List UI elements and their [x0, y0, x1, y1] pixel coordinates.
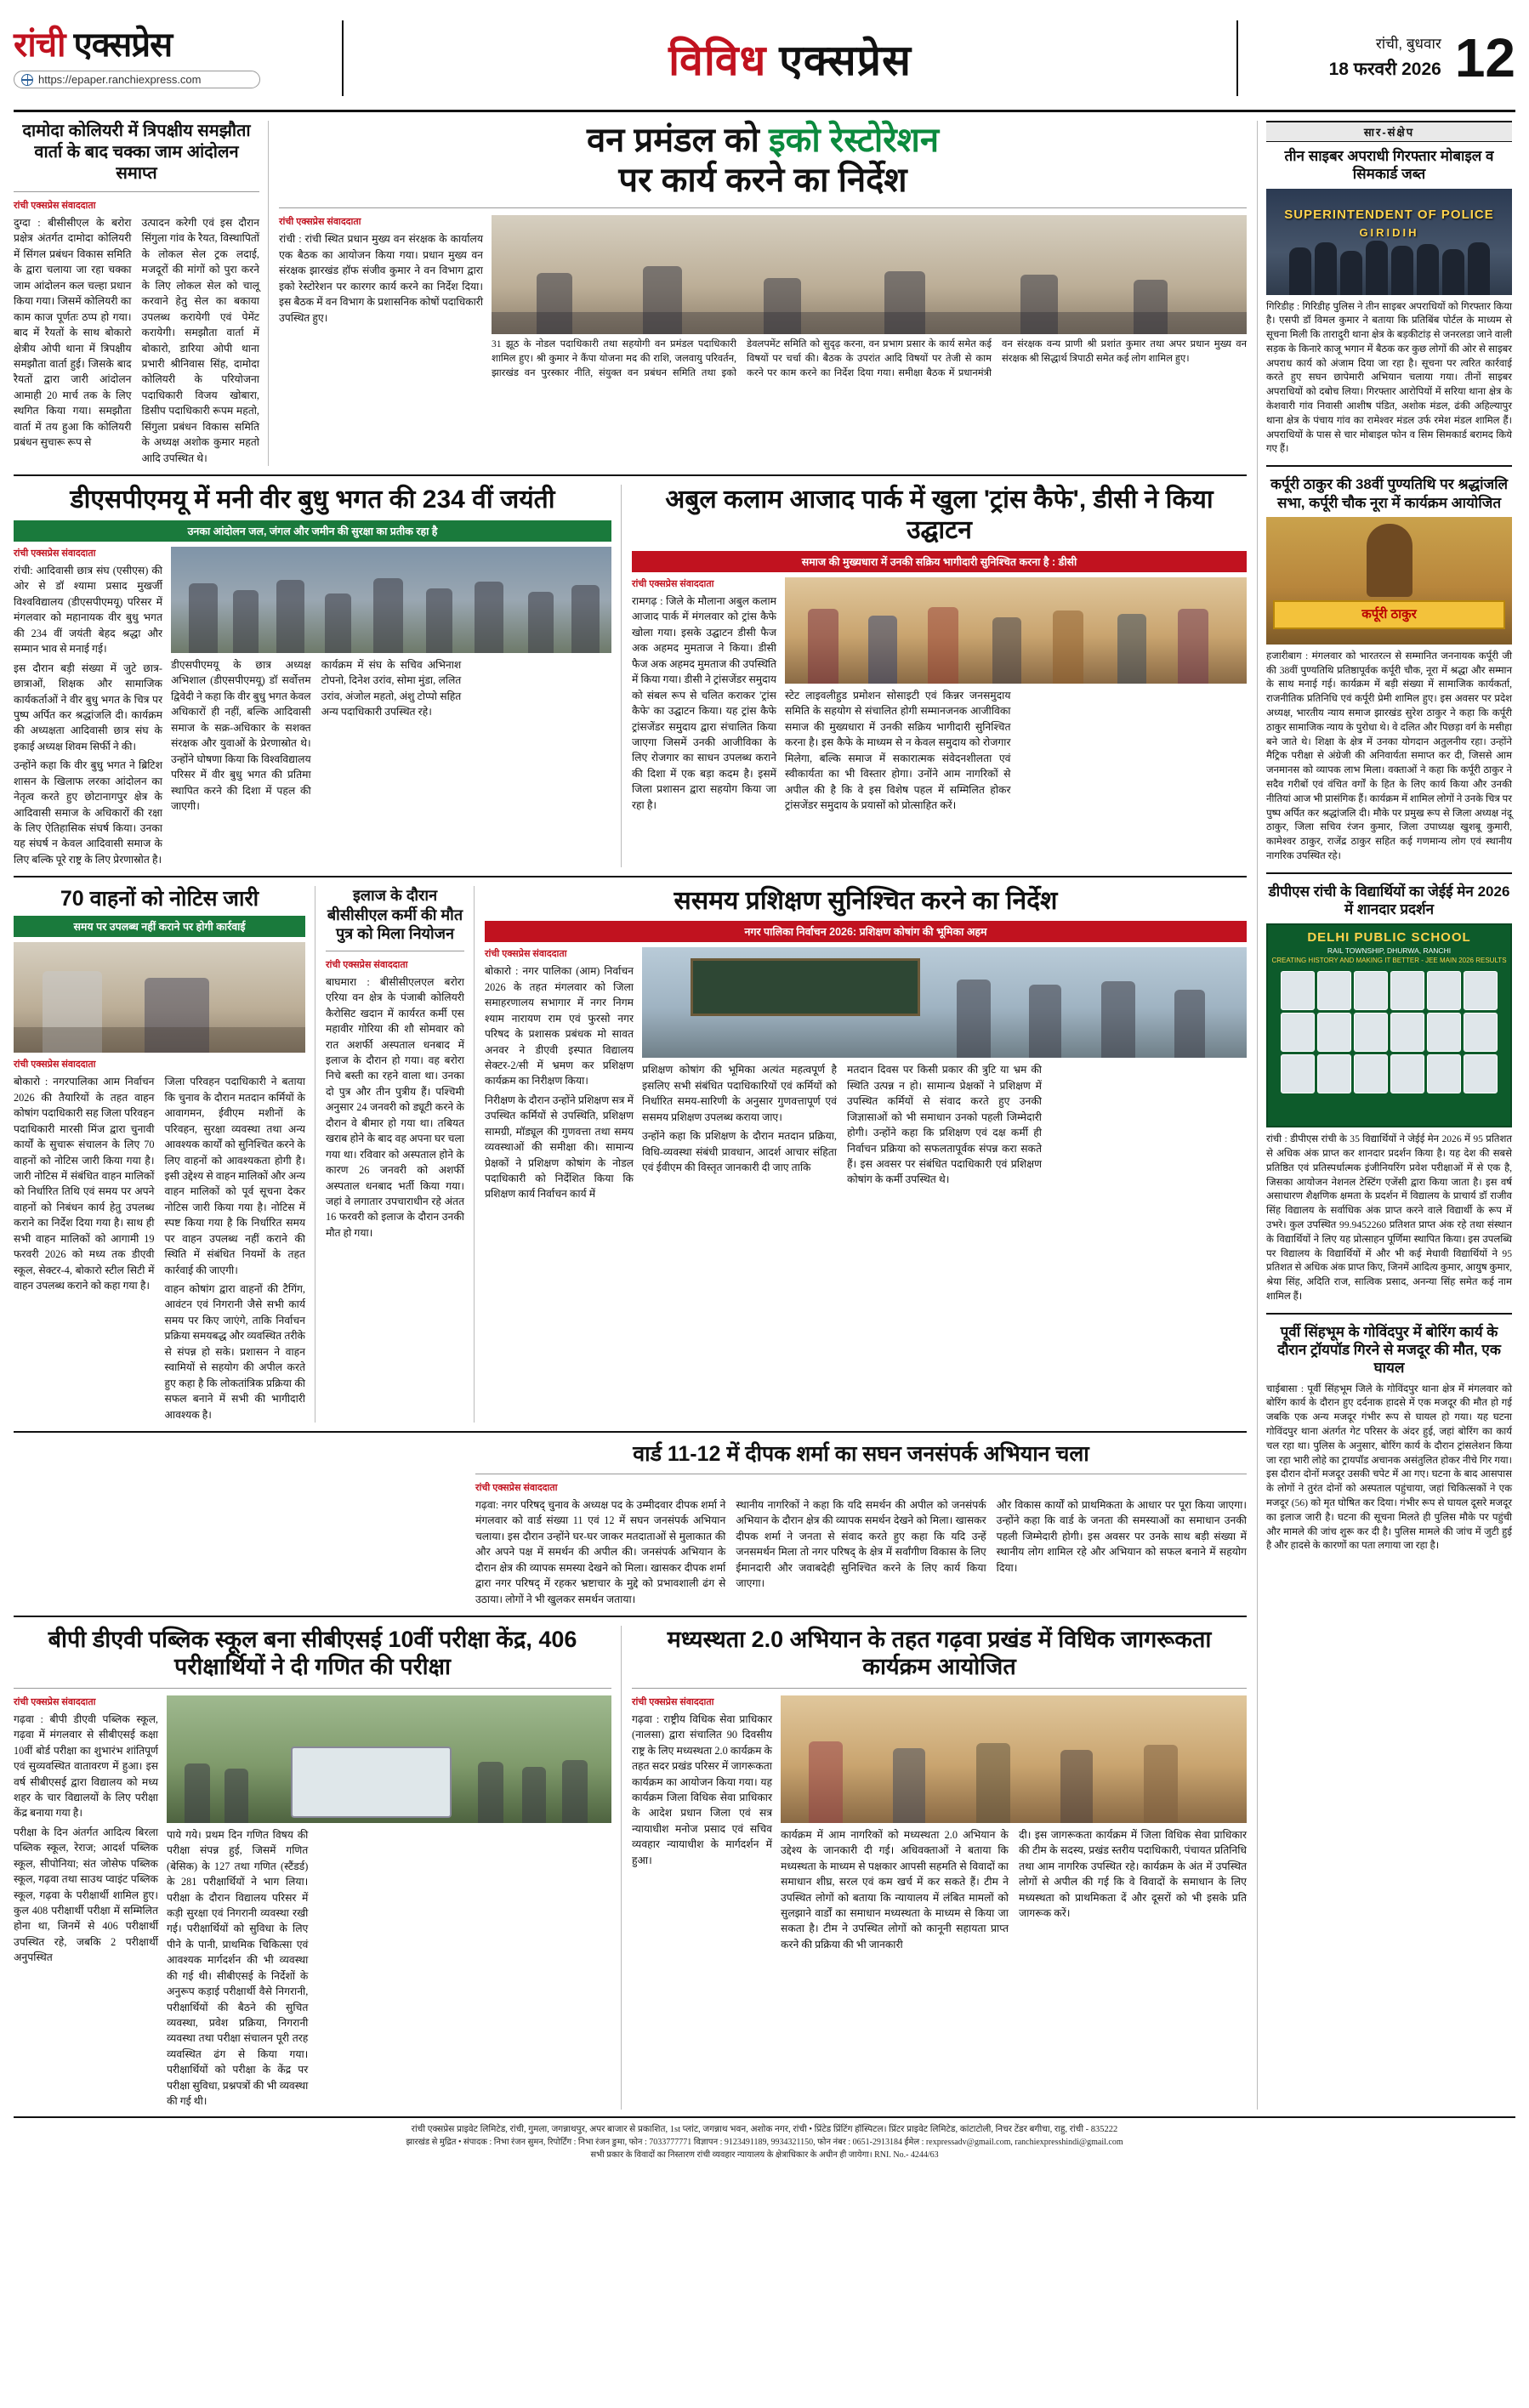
story-notice70 — [14, 886, 315, 1423]
bpdav-photo — [167, 1695, 611, 1823]
accident-body: चाईबासा : पूर्वी सिंहभूम जिले के गोविंदपुर थाना क्षेत्र में मंगलवार को बोरिंग कार्य के दौरान हुए दर्दनाक हादसे में एक मजदूर की मौत हो गई जबकि एक अन्य मजदूर गंभीर रूप से घायल हो गया। यह घटना गोविंदपुर थाना अंतर्गत गेट परिसर के अंदर हुई, जहां बोरिंग का कार्य चल रहा था। पुलिस के अनुसार, बोरिंग कार्य के दौरान ट्रांसलेशन किया जा रहा भारी लोहे का ट्रायपॉड अचानक असंतुलित होकर नीचे गिर गया। इस दौरान दोनों मजदूर उसकी चपेट में आ गए। घटना के बाद आसपास के लोगों ने तुरंत दोनों को अस्पताल पहुंचाया, जहां चिकित्सकों ने एक मजदूर (56) को मृत घोषित कर दिया। गंभीर रूप से घायल दूसरे मजदूर का इलाज जारी है। घटना की सूचना मिलते ही पुलिस मौके पर पहुंची और मामले की जांच शुरू कर दी है। पुलिस मामले की जांच में जुटी हुई है और हादसे के कारणों का पता लगाया जा रहा है। — [1266, 1383, 1512, 1552]
training-body-3: प्रशिक्षण कोषांग की भूमिका अत्यंत महत्वपूर्ण है इसलिए सभी संबंधित पदाधिकारियों एवं कर्मियों को निर्धारित समय-सारिणी के अनुसार गुणवत्तापूर्ण एवं ससमय प्रशिक्षण उपलब्ध कराया जाए। — [642, 1064, 837, 1123]
page-grid — [14, 121, 1515, 2110]
masthead-right — [1260, 12, 1515, 105]
dspmu-body-2: इस दौरान बड़ी संख्या में जुटे छात्र-छात्राओं, शिक्षक और सामाजिक कार्यकर्ताओं ने वीर बुधु भगत के चित्र पर पुष्प अर्पित कर श्रद्धांजलि दी। कार्यक्रम की अध्यक्षता आदिवासी छात्र संघ के इकाई अध्यक्ष शिवम सिर्फी ने की। — [14, 662, 162, 752]
dspmu-photo — [171, 547, 611, 653]
dps-banner-line: CREATING HISTORY AND MAKING IT BETTER - JEE MAIN 2026 RESULTS — [1271, 957, 1507, 965]
bccl-byline: रांची एक्सप्रेस संवाददाता — [326, 959, 408, 970]
page-number: 12 — [1454, 26, 1515, 88]
masthead — [14, 12, 1515, 112]
ward-body-3: और विकास कार्यों को प्राथमिकता के आधार पर पूरा किया जाएगा। उन्होंने कहा कि वार्ड के जनता की समस्याओं का समाधान उनकी पहली जिम्मेदारी होगी। इस अवसर पर उनके साथ बड़ी संख्या में स्थानीय लोग शामिल रहे और अभियान को सफल बनाने में सहयोग दिया। — [996, 1498, 1247, 1574]
karpoori-photo — [1266, 517, 1512, 645]
forest-caption: 31 झूठ के नोडल पदाधिकारी तथा सहयोगी वन प्रमंडल पदाधिकारी शामिल हुए। श्री कुमार ने कैंपा योजना मद की राशि, जलवायु परिवर्तन, झारखंड वन पुरस्कार नीति, संयुक्त वन प्रबंधन समिति तथा इको डेवलपमेंट समिति को सुदृढ़ करना, वन प्रभाग प्रसार के कार्य समेत कई विषयों पर चर्चा की। बैठक के उपरांत आदि विषयों पर तेजी से काम करने पर काम करने का निर्देश दिया गया। समीक्षा बैठक में प्रधानमंत्री वन संरक्षक वन्य प्राणी श्री प्रशांत कुमार तथा अपर प्रधान मुख्य वन संरक्षक श्री सिद्धार्थ त्रिपाठी समेत कई लोग शामिल हुए। — [492, 339, 1247, 378]
transcafe-subbar: समाज की मुख्यधारा में उनकी सक्रिय भागीदारी सुनिश्चित करना है : डीसी — [632, 551, 1247, 572]
notice70-byline: रांची एक्सप्रेस संवाददाता — [14, 1059, 96, 1071]
dspmu-body-4: डीएसपीएमयू के छात्र अध्यक्ष अभिशाल (डीएसपीएमयू) डॉ सर्वोत्तम द्विवेदी ने कहा कि वीर बुधु भगत केवल अधिकारों ही नहीं, बल्कि आदिवासी समाज के सक्र-अधिकार के सशक्त संरक्षक और युवाओं के प्रेरणास्रोत थे। उन्होंने घोषणा किया कि विश्वविद्यालय परिसर में वीर बुधु भगत की प्रतिमा स्थापित करने की दिशा में पहल की जाएगी। — [171, 659, 311, 812]
training-body-1: बोकारो : नगर पालिका (आम) निर्वाचन 2026 के तहत मंगलवार को जिला समाहरणालय सभागार में नगर निगम श्याम नारायण राम एवं फुरसो नगर परिषद के प्रशासक प्रबंधक मो सावत अनवर ने डीएवी इस्पात विद्यालय सेक्टर-2/सी में भ्रमण कर प्रशिक्षण कार्यक्रम का निरीक्षण किया। — [485, 965, 634, 1088]
damoda-byline: रांची एक्सप्रेस संवाददाता — [14, 201, 96, 211]
madhyasthata-headline: मध्यस्थता 2.0 अभियान के तहत गढ़वा प्रखंड में विधिक जागरूकता कार्यक्रम आयोजित — [667, 1627, 1212, 1680]
dps-banner-name: DELHI PUBLIC SCHOOL — [1307, 930, 1471, 946]
bpdav-body-2: परीक्षा के दिन अंतर्गत आदित्य बिरला पब्लिक स्कूल, रेराज; आदर्श पब्लिक स्कूल, सीपोनिया; संत जोसेफ पब्लिक स्कूल, गढ़वा तथा साउथ प्वाइंट पब्लिक स्कूल, गढ़वा के परीक्षार्थी शामिल हुए। कुल 408 परीक्षार्थी परीक्षा में सम्मिलित होना था, जिनमें से 406 परीक्षार्थी उपस्थित रहे, जबकि 2 परीक्षार्थी अनुपस्थित — [14, 1826, 158, 1964]
transcafe-body-2: स्टेट लाइवलीहुड प्रमोशन सोसाइटी एवं किन्नर जनसमुदाय समिति के सहयोग से संचालित होगी सम्मानजनक आजीविका समाज की मुख्यधारा में उनकी सक्रिय भागीदारी सुनिश्चित करना है। इस कैफे के माध्यम से न केवल समुदाय को रोजगार मिलेगा, बल्कि समाज में सकारात्मक संवेदनशीलता एवं स्वीकार्यता का भी विस्तार होगा। उनोंने आम नागरिकों से अपील की है कि वे इस विशेष पहल में सम्मिलित होकर ट्रांसजेंडर समुदाय के प्रयासों को प्रोत्साहित करें। — [785, 690, 1011, 812]
epaper-url-text: https://epaper.ranchiexpress.com — [38, 73, 202, 86]
forest-headline-3: पर कार्य करने का निर्देश — [618, 162, 907, 200]
top-block — [14, 121, 1247, 466]
training-body-5: मतदान दिवस पर किसी प्रकार की त्रुटि या भ्रम की स्थिति उत्पन्न न हो। सामान्य प्रेक्षकों ने प्रशिक्षण में उपस्थित कर्मियों से संवाद करते हुए उनकी जिज्ञासाओं को भी समाधान उनको पहली जिम्मेदारी होगी। उन्होंने कहा कि प्रशिक्षण एवं दक्ष कर्मी ही निर्वाचन प्रक्रिया को सफलतापूर्वक संपन्न करा सकते हैं। इस अवसर पर संबंधित पदाधिकारी एवं प्रशिक्षण कोषांग के कर्मी उपस्थित थे। — [847, 1064, 1042, 1186]
bpdav-body-3: पाये गये। प्रथम दिन गणित विषय की परीक्षा संपन्न हुई, जिसमें गणित (बेसिक) के 127 तथा गणित (स्टैंडर्ड) के 281 परीक्षार्थियों ने भाग लिया। परीक्षा के दौरान विद्यालय परिसर में कड़ी सुरक्षा एवं निगरानी व्यवस्था रखी गई। परीक्षार्थियों को सुविधा के लिए पीने के पानी, प्राथमिक चिकित्सा एवं आवश्यक मार्गदर्शन की भी व्यवस्था की गई थी। सीबीएसई के निर्देशों के अनुरूप कड़ाई परीक्षार्थी वैसे निगरानी, परीक्षार्थियों की बैठने की सुचित व्यवस्था, प्रवेश प्रक्रिया, निगरानी व्यवस्था तथा परीक्षा संचालन पूरी तरह व्यवस्थित ढंग से किया गया। परीक्षार्थियों को परीक्षा के केंद्र पर परीक्षा सुविधा, प्रश्नपत्रों की भी व्यवस्था की गई थी। — [167, 1828, 309, 2108]
dspmu-byline: रांची एक्सप्रेस संवाददाता — [14, 548, 96, 559]
story-transcafe — [632, 485, 1247, 867]
bpdav-headline: बीपी डीएवी पब्लिक स्कूल बना सीबीएसई 10वीं परीक्षा केंद्र, 406 परीक्षार्थियों ने दी गणित की परीक्षा — [48, 1627, 577, 1680]
dspmu-body-5: कार्यक्रम में संघ के सचिव अभिनाश टोपनो, दिनेश उरांव, सोमा मुंडा, ललित उरांव, अंजोल महतो, अंशु टोप्पो सहित अन्य पदाधिकारी उपस्थित रहे। — [321, 659, 462, 718]
ward-body-1: गढ़वा: नगर परिषद् चुनाव के अध्यक्ष पद के उम्मीदवार दीपक शर्मा ने मंगलवार को वार्ड संख्या 11 एवं 12 में सघन जनसंपर्क अभियान चलाया। इस दौरान उन्होंने घर-घर जाकर मतदाताओं से मुलाकात की और अपने पक्ष में समर्थन की अपील की। जनसंपर्क अभियान के दौरान क्षेत्र की व्यापक समस्या देखने को मिला। खासकर दीपक शर्मा द्वारा नगर परिषद् में रहकर भ्रष्टाचार के मुद्दे को प्रभावशाली ढंग से उठाया। लोगों ने भी खुलकर समर्थन जताया। — [475, 1498, 726, 1605]
main-content — [14, 121, 1247, 2110]
section-title-part2: एक्सप्रेस — [779, 36, 912, 84]
damoda-body-2: उत्पादन करेगी एवं इस दौरान सिंगुला गांव के रैयत, विस्थापितों के लोकल सेल ट्रक लदाई, मजदूरों की मांगों को पुरा करने के लिए लोकल सेल को चालू करवाने हेतु सेल का बकाया उपलब्ध करायेगी एवं पेमेंट करायेगी। समझौता वार्ता में बोकारो, डारिया ओपी थाना प्रभारी श्रीनिवास सिंह, दामोदा कोलियरी के परियोजना पदाधिकारी विजय खोबारा, डिसीप पदाधिकारी रूपम महतो, सिंगुला प्रबंधन विकास समिति के अध्यक्ष अशोक कुमार महतो आदि उपस्थित थे। — [141, 217, 259, 464]
police-banner-sub: GIRIDIH — [1359, 225, 1419, 239]
training-byline: रांची एक्सप्रेस संवाददाता — [485, 949, 567, 960]
ward-byline: रांची एक्सप्रेस संवाददाता — [475, 1482, 558, 1493]
training-body-4: उन्होंने कहा कि प्रशिक्षण के दौरान मतदान प्रक्रिया, विधि-व्यवस्था संबंधी प्रावधान, आदर्श आचार संहिता एवं ईवीएम की विस्तृत जानकारी दी जाए ताकि — [642, 1130, 837, 1173]
story-damoda — [14, 121, 269, 466]
story-forest — [279, 121, 1247, 466]
story-training — [485, 886, 1247, 1423]
dps-body: रांची : डीपीएस रांची के 35 विद्यार्थियों ने जेईई मेन 2026 में 95 प्रतिशत से अधिक अंक प्राप्त कर शानदार प्रदर्शन किया है। यह देश की सबसे प्रतिष्ठित एवं प्रतिस्पर्धात्मक इंजीनियरिंग प्रवेश परीक्षाओं में से एक है, जिसका आयोजन नेशनल टेस्टिंग एजेंसी द्वारा किया जाता है। इस वर्ष असाधारण शैक्षणिक क्षमता के प्रदर्शन में विद्यालय के प्राचार्य डॉ राजीव सिंह विद्यालय के सर्वाधिक अंक प्राप्त करने वाले विद्यार्थी के रूप में उभरे। कुल उपस्थित 99.9452260 प्रतिशत प्राप्त अंक रहे तथा संस्थान के विद्यार्थियों ने लिए यह प्रोत्साहन पूर्णिमा स्थापित किया। इस उपलब्धि पर विद्यालय के विद्यार्थियों में और भी कई मेधावी विद्यार्थियों ने 95 प्रतिशत से अधिक अंक प्राप्त किए, जिनमें आदित्य कुमार, आयुष कुमार, श्रेया सिंह, अदिति राज, सात्विक प्रसाद, अनन्या सिंह समेत कई नाम शामिल हैं। — [1266, 1133, 1512, 1302]
madhyasthata-byline: रांची एक्सप्रेस संवाददाता — [632, 1696, 714, 1707]
footer-line-2: झारखंड से मुद्रित • संपादक : निभा रंजन सुमन, रिपोर्टिंग : निभा रंजन ङुमा, फोन : 7033777771 विज्ञापन : 9123491189, 9934321150, फोन नंबर : 0651-2913184 ईमेल : rexpressadv@gmail.com, ranchiexpresshindi@gmail.com — [406, 2138, 1123, 2148]
forest-caption-block — [492, 338, 1247, 380]
transcafe-body-1: रामगढ़ : जिले के मौलाना अबुल कलाम आजाद पार्क में मंगलवार को ट्रांस कैफे खोला गया। इसके उद्घाटन डीसी फैज अक अहमद मुमताज ने किया। डीसी फैज अक अहमद मुमताज की उपस्थिति में किया गया। डीसी ने ट्रांसजेंडर समुदाय को संबल रूप से चलित कराकर 'ट्रांस कैफे' का उद्घाटन किया। यह ट्रांस कैफे ट्रांसजेंडर समुदाय द्वारा संचालित किया जाएगा जिसमें उनकी आजीविका के लिए रोजगार का साधन उपलब्ध कराने की दिशा में एक बड़ा कदम है। इसमें जिला प्रशासन द्वारा सहयोग किया जा रहा है। — [632, 595, 776, 811]
story-ward — [475, 1441, 1247, 1607]
dspmu-body-1: रांची: आदिवासी छात्र संघ (एसीएस) की ओर से डॉ श्यामा प्रसाद मुखर्जी विश्वविद्यालय (डीएसपीएमयू) परिसर में मंगलवार को महानायक वीर बुधु भगत की 234 वीं जयंती बेहद श्रद्धा और सम्मान भाव से मनाई गई। — [14, 565, 162, 656]
dps-student-grid — [1268, 964, 1510, 1100]
issue-date: 18 फरवरी 2026 — [1328, 60, 1441, 80]
section-title-part1: विविध — [668, 36, 767, 84]
dps-banner-sub: RAIL TOWNSHIP, DHURWA, RANCHI — [1327, 946, 1452, 956]
karpoori-title: कर्पूरी ठाकुर की 38वीं पुण्यतिथि पर श्रद्धांजलि सभा, कर्पूरी चौक नूरा में कार्यक्रम आयोजित — [1270, 476, 1509, 511]
dspmu-subbar: उनका आंदोलन जल, जंगल और जमीन की सुरक्षा का प्रतीक रहा है — [14, 520, 611, 542]
transcafe-photo — [785, 577, 1247, 684]
notice70-subbar: समय पर उपलब्ध नहीं कराने पर होगी कार्रवाई — [14, 916, 305, 937]
cyber-body: गिरिडीह : गिरिडीह पुलिस ने तीन साइबर अपराधियों को गिरफ्तार किया है। एसपी डॉ विमल कुमार ने बताया कि प्रतिबिंब पोर्टल के माध्यम से सूचना मिली कि तारादुरी थाना क्षेत्र के बड़कीटांड़ से जनरलडा जाने वाली सड़क के किनारे काजू भगान में बैठक कर कुछ लोगों की ओर से साइबर अपराध कार्य को अंजाम दिया जा रहा है। सूचना पर त्वरित कार्रवाई करते हुए सघन छापेमारी अभियान चलाया गया। तीनों साइबर अपराधियों को दबोच लिया। गिरफ्तार आरोपियों में सरिया थाना क्षेत्र के केशवारी गांव निवासी आशीष पंडित, अशोक मंडल, ढंकी अहिल्यापुर थाना क्षेत्र के पंचाय गांव का रामेश्वर मंडल उर्फ रमेश मंडल शामिल हैं। अपराधियों के पास से चार मोबाइल फोन व सिम सिमकार्ड बरामद किये गए हैं। — [1266, 300, 1512, 455]
forest-headline-1: वन प्रमंडल को — [586, 122, 759, 159]
ward-body-2: स्थानीय नागरिकों ने कहा कि यदि समर्थन की अपील को जनसंपर्क अभियान के दौरान क्षेत्र की व्यापक समर्थन देखने को मिला। खासकर दीपक शर्मा ने जनता से संवाद करते हुए कहा कि यदि उन्हें जनसमर्थन मिला तो नगर परिषद् के क्षेत्र में सर्वांगीण विकास के लिए ईमानदारी और जवाबदेही सुनिश्चित करने के लिए कार्य किया जाएगा। — [736, 1498, 986, 1590]
bottom-row — [14, 1626, 1247, 2110]
story-bpdav — [14, 1626, 622, 2110]
bccl-headline: इलाज के दौरान बीसीसीएल कर्मी की मौत पुत्र को मिला नियोजन — [327, 887, 463, 943]
training-photo — [642, 947, 1247, 1058]
karpoori-banner-text: कर्पूरी ठाकुर — [1361, 606, 1417, 622]
epaper-url-pill[interactable] — [14, 71, 260, 88]
madhyasthata-body-3: दी। इस जागरूकता कार्यक्रम में जिला विधिक सेवा प्राधिकार की टीम के सदस्य, प्रखंड स्तरीय पदाधिकारी, पंचायत प्रतिनिधि तथा आम नागरिक उपस्थित रहे। कार्यक्रम के अंत में उपस्थित लोगों से अपील की गई कि वे विवादों के समाधान के लिए मध्यस्थता को प्राथमिकता दें और दूसरों को भी इसके प्रति जागरूक करें। — [1019, 1828, 1247, 1919]
training-body-2: निरीक्षण के दौरान उन्होंने प्रशिक्षण सत्र में उपस्थित कर्मियों से उपस्थिति, प्रशिक्षण सामग्री, मॉड्यूल की गुणवत्ता तथा समय व्यवस्थाओं की समीक्षा की। सामान्य प्रेक्षकों ने प्रशिक्षण कोषांग के नोडल पदाधिकारी को निर्देशित किया कि प्रशिक्षण कार्य निर्वाचन कार्य में — [485, 1093, 634, 1201]
notice70-body-2: जिला परिवहन पदाधिकारी ने बताया कि चुनाव के दौरान मतदान कर्मियों के आवागमन, ईवीएम मशीनों के परिवहन, सुरक्षा व्यवस्था तथा अन्य आवश्यक कार्यों को सुनिश्चित करने के लिए वाहनों को आवश्यकता होगी है। इसी उद्देश्य से वाहन मालिकों और अन्य वाहन मालिकों को पूर्व सूचना देकर नोटिस जारी किया गया है। नोटिस में स्पष्ट किया गया है कि निर्धारित समय पर वाहन उपलब्ध नहीं कराने की स्थिति में संबंधित नियमों के तहत कार्रवाई की जाएगी। — [164, 1076, 305, 1276]
forest-headline-green: इको रेस्टोरेशन — [769, 122, 940, 159]
story-madhyasthata — [632, 1626, 1247, 2110]
ward-headline: वार्ड 11-12 में दीपक शर्मा का सघन जनसंपर्क अभियान चला — [633, 1441, 1089, 1466]
notice70-body-1: बोकारो : नगरपालिका आम निर्वाचन 2026 की तैयारियों के तहत वाहन कोषांग पदाधिकारी सह जिला परिवहन पदाधिकारी मारसी मिंज द्वारा चुनावी कार्यों के सुचारू संचालन के लिए 70 वाहनों को नोटिस जारी किया गया है। जारी नोटिस में संबंधित वाहन मालिकों को निर्धारित तिथि एवं समय पर अपने वाहनों को निबंधन कार्य हेतु उपलब्ध कराने का निर्देश दिया गया है। साथ ही सभी वाहन मालिकों को आगामी 19 फरवरी 2026 को मध्य तक डीएवी स्कूल, सेक्टर-4, बोकारो स्टील सिटी में वाहन उपलब्ध कराने को कहा गया है। — [14, 1076, 155, 1292]
police-banner-main: SUPERINTENDENT OF POLICE — [1284, 207, 1494, 222]
sidebar-saar-sankshep — [1257, 121, 1512, 2110]
forest-headline — [279, 121, 1247, 201]
notice70-photo — [14, 942, 305, 1053]
dps-title: डीपीएस रांची के विद्यार्थियों का जेईई मेन 2026 में शानदार प्रदर्शन — [1268, 883, 1510, 917]
bpdav-body-1: गढ़वा : बीपी डीएवी पब्लिक स्कूल, गढ़वा में मंगलवार से सीबीएसई कक्षा 10वीं बोर्ड परीक्षा का शुभारंभ शांतिपूर्ण एवं सुव्यवस्थित वातावरण में हुआ। इस वर्ष सीबीएसई द्वारा विद्यालय को मध्य शहर के चार विद्यालयों के लिए परीक्षा केंद्र बनाया गया है। — [14, 1712, 158, 1820]
transcafe-headline: अबुल कलाम आजाद पार्क में खुला 'ट्रांस कैफे', डीसी ने किया उद्घाटन — [665, 486, 1214, 544]
page-footer — [14, 2116, 1515, 2162]
cyber-title: तीन साइबर अपराधी गिरफ्तार मोबाइल व सिमकार्ड जब्त — [1284, 148, 1494, 183]
training-headline: ससमय प्रशिक्षण सुनिश्चित करने का निर्देश — [674, 887, 1058, 916]
sidebar-head: सार-संक्षेप — [1266, 121, 1512, 142]
madhyasthata-body-1: गढ़वा : राष्ट्रीय विधिक सेवा प्राधिकार (नालसा) द्वारा संचालित 90 दिवसीय राष्ट्र के लिए मध्यस्थता 2.0 कार्यक्रम के तहत सदर प्रखंड परिसर में जागरूकता कार्यक्रम का आयोजन किया गया। यह कार्यक्रम जिला विधिक सेवा प्राधिकार के आदेश प्रधान जिला एवं सत्र न्यायाधीश मनोज प्रसाद एवं सचिव व्यवहार न्यायाधीश के मार्गदर्शन में हुआ। — [632, 1712, 772, 1866]
section-title — [320, 12, 1260, 105]
masthead-left — [14, 12, 320, 105]
third-row — [14, 886, 1247, 1423]
accident-title: पूर्वी सिंहभूम के गोविंदपुर में बोरिंग कार्य के दौरान ट्रॉयपॉड गिरने से मजदूर की मौत, एक घायल — [1277, 1323, 1501, 1377]
globe-icon — [21, 74, 33, 86]
story-bccl-death — [326, 886, 475, 1423]
notice70-body-3: वाहन कोषांग द्वारा वाहनों की टैगिंग, आवंटन एवं निगरानी जैसे सभी कार्य समय पर किए जाएंगे, ताकि निर्वाचन प्रक्रिया समयबद्ध और व्यवस्थित तरीके से संपन्न हो सके। प्रशासन ने वाहन स्वामियों से सहयोग की अपील करते हुए कहा है कि लोकतांत्रिक प्रक्रिया की सफल बनाने में सभी की भागीदारी आवश्यक है। — [164, 1283, 305, 1421]
second-row — [14, 485, 1247, 867]
damoda-headline: दामोदा कोलियरी में त्रिपक्षीय समझौता वार्ता के बाद चक्का जाम आंदोलन समाप्त — [22, 122, 251, 183]
training-subbar: नगर पालिका निर्वाचन 2026: प्रशिक्षण कोषांग की भूमिका अहम — [485, 921, 1247, 942]
dspmu-headline: डीएसपीएमयू में मनी वीर बुधु भगत की 234 वीं जयंती — [70, 486, 555, 514]
story-dspmu — [14, 485, 622, 867]
forest-body-1: रांची : रांची स्थित प्रधान मुख्य वन संरक्षक के कार्यालय एक बैठक का आयोजन किया गया। प्रधान मुख्य वन संरक्षक झारखंड हॉफ संजीव कुमार ने वन विभाग द्वारा इको रेस्टोरेशन पर कारगर कार्य करने का निर्देश दिया। इस बैठक में वन विभाग के प्रशासनिक कोषों पदाधिकारी उपस्थित हुए। — [279, 233, 483, 324]
madhyasthata-body-2: कार्यक्रम में आम नागरिकों को मध्यस्थता 2.0 अभियान के उद्देश्य के जानकारी दी गई। अधिवक्ताओं ने बताया कि मध्यस्थता के माध्यम से पक्षकार आपसी सहमति से विवादों का समाधान शीघ्र, सरल एवं कम खर्च में कर सकते हैं। टीम ने उपस्थित लोगों को बताया कि न्यायालय में लंबित मामलों को सुलझाने वार्डों का समाधान मध्यस्थता के माध्यम से किया जा सकता है। टीम ने उपस्थित लोगों को कानूनी सहायता प्राप्त करने की प्रक्रिया की भी जानकारी — [781, 1828, 1009, 1951]
karpoori-body: हजारीबाग : मंगलवार को भारतरत्न से सम्मानित जननायक कर्पूरी जी की 38वीं पुण्यतिथि प्रतिष्ठापूर्वक कर्पूरी चौक, नूरा में श्रद्धा और सम्मान के साथ मनाई गई। कार्यक्रम में बड़ी संख्या में सामाजिक कार्यकर्ता, राजनीतिक प्रतिनिधि एवं कर्पूरी प्रेमी शामिल हुए। इस अवसर पर प्रदेश अध्यक्ष, भारतीय न्याय समाज झारखंड सुरेश ठाकुर ने कहा कि कर्पूरी ठाकुर सामाजिक न्याय के पुरोधा थे। वे दलित और पिछड़ा वर्ग के मसीहा बने जाते थे। शिक्षा के क्षेत्र में उनका योगदान अतुलनीय रहा। उन्होंने मैट्रिक परीक्षा से अंग्रेजी की अनिवार्यता समाप्त कर दी, जिससे आम जनमानस को व्यापक लाभ मिला। वक्ताओं ने कहा कि कर्पूरी ठाकुर ने सदैव गरीबों एवं वंचित वर्गों के हित के लिए कार्य किया और उनकी नीतियां आज भी प्रासंगिक हैं। कार्यक्रम में शामिल लोगों ने उनके चित्र पर पुष्प अर्पित कर श्रद्धांजलि दी। मौके पर प्रमुख रूप से जिला अध्यक्ष नंदू ठाकुर, जिला सचिव रंजन कुमार, जिला उपाध्यक्ष खुशबू कुमारी, कामेश्वर ठाकुर, राजेंद्र ठाकुर सहित कई गणमान्य लोग एवं स्थानीय नागरिक उपस्थित रहे। — [1266, 650, 1512, 861]
logo-sub: एक्सप्रेस — [73, 26, 173, 64]
damoda-body-1: दुग्दा : बीसीसीएल के बरोरा प्रक्षेत्र अंतर्गत दामोदा कोलियरी में सिंगल प्रबंधन विकास समिति के द्वारा चलाया जा रहा चक्का जाम आंदोलन कल चल्हा प्रधान किया गया। जिसमें कोलियरी का काम काज पूर्णतः ठप्प हो गया। बाद में रैयतों के साथ बोकारो क्षेत्रीय ओपी थाना में त्रिपक्षीय समझौता वार्ता हुई। जिसके बाद रैयतों द्वारा जारी आंदोलन आमाही 20 मार्च तक के लिए स्थगित किया गया। समझौता वार्ता में तय हुआ कि कोलियरी प्रबंधन सुचारू रूप से — [14, 217, 132, 449]
place-day: रांची, बुधवार — [1375, 36, 1441, 53]
footer-line-1: रांची एक्सप्रेस प्राइवेट लिमिटेड, रांची, गुमला, जगन्नाथपुर, अपर बाजार से प्रकाशित, 1st प्लांट, जगन्नाथ भवन, अशोक नगर, रांची • प्रिंटेड प्रिंटिंग हॉस्पिटल। प्रिंटर प्राइवेट लिमिटेड, कांटाटोली, निचर टेंडर बगीचा, राहु, रांची - 835222 — [411, 2124, 1118, 2134]
transcafe-byline: रांची एक्सप्रेस संवाददाता — [632, 579, 714, 589]
cyber-photo — [1266, 189, 1512, 295]
bccl-body-1: बाघमारा : बीसीसीएलएल बरोरा एरिया वन क्षेत्र के पंजाबी कोलियरी कैरोसिट खदान में कार्यरत कर्मी एस महावीर गोरिया की शौ सोमवार को रात अशर्फी अस्पताल धनबाद में इलाज के दौरान हो गया। वह बरोरा निचे बस्ती का रहने वाला था। उनका दो पुत्र और तीन पुत्रीय हैं। पश्चिमी अनुसार 24 जनवरी को ड्यूटी करने के दौरान वे बीमार हो गया था। तबियत खराब होने के बाद वह अपना घर चला गया था। रविवार को अस्पताल होने के कारण 26 जनवरी को अशर्फी अस्पताल धनबाद भर्ती किया गया। जहां वे लगातार उपचाराधीन रहे अंतत 16 फरवरी को इलाज के दौरान उनकी मौत हो गया। — [326, 975, 464, 1239]
madhyasthata-photo — [781, 1695, 1247, 1823]
notice70-headline: 70 वाहनों को नोटिस जारी — [60, 887, 259, 912]
forest-meeting-photo — [492, 215, 1247, 334]
dps-photo — [1266, 923, 1512, 1127]
publication-logo — [14, 28, 320, 62]
dspmu-body-3: उन्होंने कहा कि वीर बुधु भगत ने ब्रिटिश शासन के खिलाफ लरका आंदोलन का नेतृत्व करते हुए छोटानागपुर क्षेत्र के आदिवासी समाज के अधिकारों की रक्षा के लिए ऐतिहासिक संघर्ष किया। उनका यह संघर्ष न केवल आदिवासी समाज के लिए बल्कि पूरे राष्ट्र के लिए प्रेरणास्रोत है। — [14, 759, 162, 866]
logo-main: रांची — [14, 26, 65, 64]
footer-line-3: सभी प्रकार के विवादों का निस्तारण रांची व्यवहार न्यायालय के क्षेत्राधिकार के अधीन ही जायेगा। RNI. No.- 4244/63 — [590, 2150, 939, 2161]
forest-byline: रांची एक्सप्रेस संवाददाता — [279, 217, 361, 228]
bpdav-byline: रांची एक्सप्रेस संवाददाता — [14, 1696, 96, 1707]
